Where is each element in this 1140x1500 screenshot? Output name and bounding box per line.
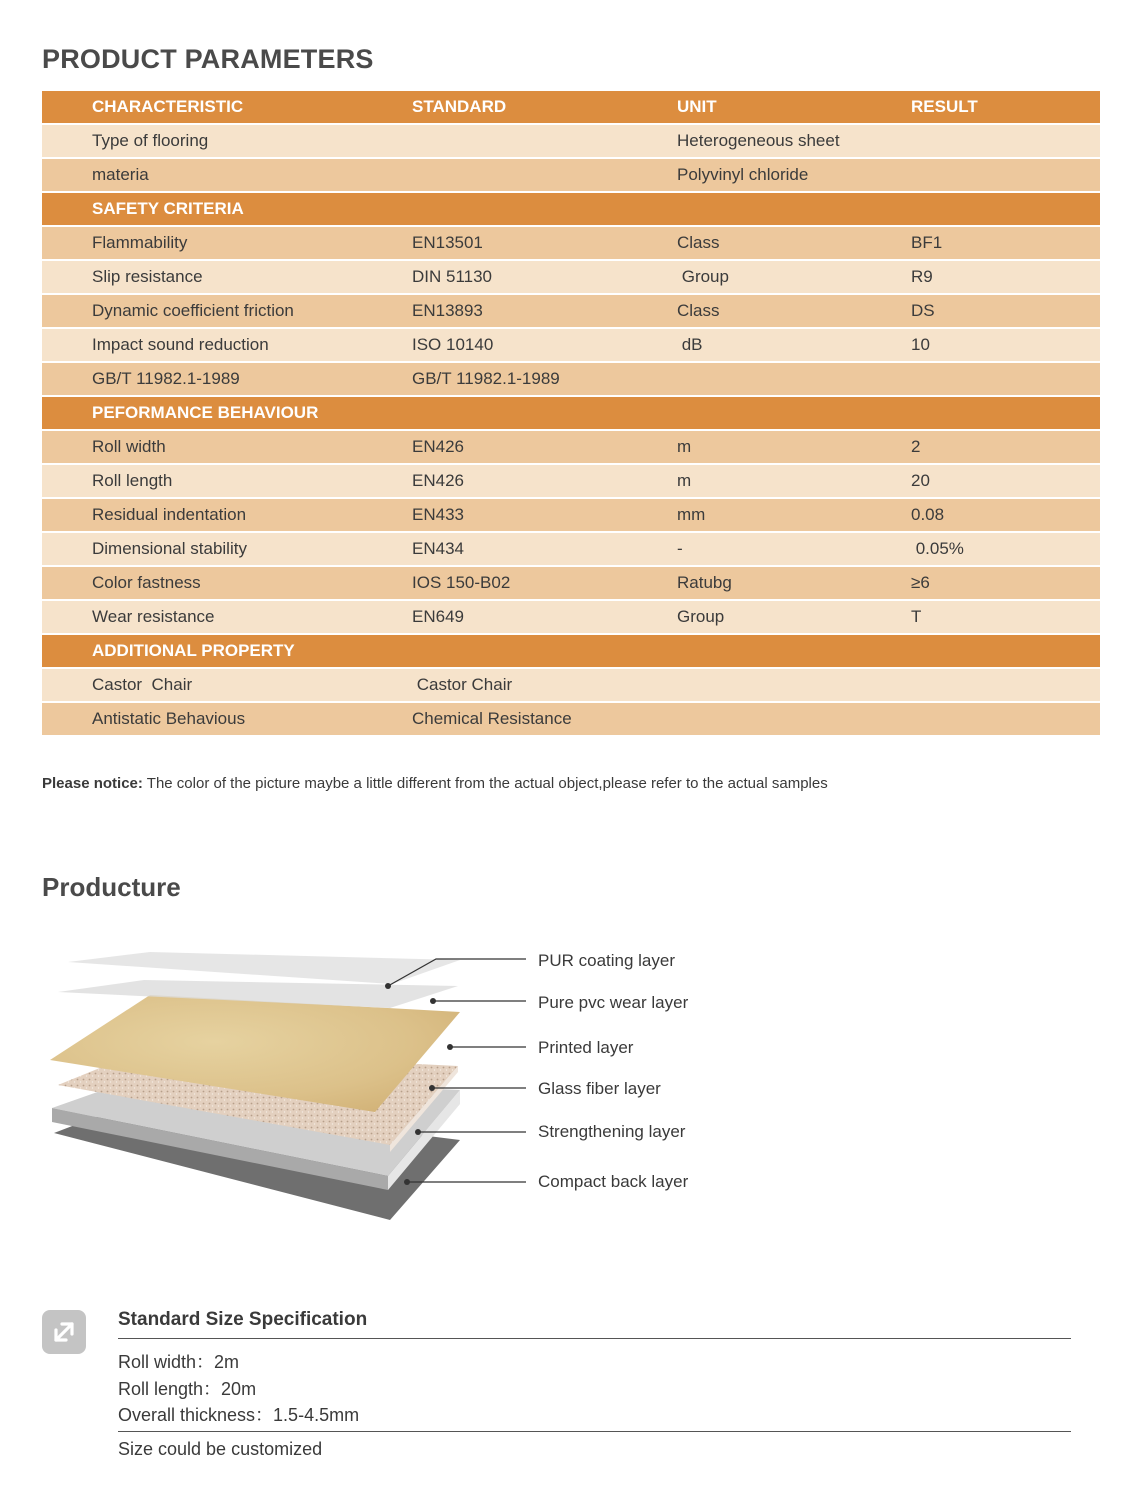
cell-result: BF1 — [911, 233, 943, 252]
table-header-row — [42, 91, 1100, 125]
cell-standard: Castor Chair — [412, 675, 513, 694]
cell-characteristic: Color fastness — [92, 573, 201, 592]
label-strengthening-layer: Strengthening layer — [538, 1122, 686, 1141]
cell-standard: DIN 51130 — [412, 267, 493, 286]
label-compact-back-layer: Compact back layer — [538, 1172, 689, 1191]
cell-standard: EN434 — [412, 539, 464, 558]
cell-standard: EN433 — [412, 505, 464, 524]
cell-characteristic: PEFORMANCE BEHAVIOUR — [92, 403, 319, 422]
table-row — [42, 533, 1100, 567]
spec-title: Standard Size Specification — [118, 1309, 368, 1330]
label-glass-fiber-layer: Glass fiber layer — [538, 1079, 661, 1098]
pointer-dot — [385, 983, 391, 989]
table-row — [42, 703, 1100, 737]
cell-characteristic: materia — [92, 165, 149, 184]
cell-characteristic: ADDITIONAL PROPERTY — [92, 641, 295, 660]
table-row — [42, 363, 1100, 397]
spec-divider-bottom — [118, 1431, 1071, 1432]
pointer-dot — [447, 1044, 453, 1050]
cell-characteristic: Slip resistance — [92, 267, 203, 286]
cell-characteristic: Castor Chair — [92, 675, 193, 694]
cell-standard: EN426 — [412, 471, 464, 490]
cell-standard: IOS 150-B02 — [412, 573, 511, 592]
producture-title: Producture — [42, 872, 181, 902]
cell-unit: m — [677, 437, 692, 456]
pointer-dot — [430, 998, 436, 1004]
cell-unit: Class — [677, 301, 720, 320]
cell-characteristic: Antistatic Behavious — [92, 709, 246, 728]
pointer-dot — [404, 1179, 410, 1185]
table-row — [42, 125, 1100, 159]
cell-result: ≥6 — [911, 573, 930, 592]
spec-divider-top — [118, 1338, 1071, 1339]
cell-result: 0.05% — [911, 539, 964, 558]
label-printed-layer: Printed layer — [538, 1038, 634, 1057]
cell-result: 2 — [911, 437, 921, 456]
table-row — [42, 261, 1100, 295]
cell-unit: Heterogeneous sheet — [677, 131, 840, 150]
expand-arrows-icon — [42, 1310, 86, 1354]
header-standard: STANDARD — [412, 97, 507, 116]
cell-result: 20 — [911, 471, 930, 490]
label-pvc-wear-layer: Pure pvc wear layer — [538, 993, 689, 1012]
section-header-row — [42, 635, 1100, 669]
cell-standard: EN649 — [412, 607, 464, 626]
section-header-row — [42, 397, 1100, 431]
section-header-row — [42, 193, 1100, 227]
table-row — [42, 499, 1100, 533]
cell-characteristic: Wear resistance — [92, 607, 215, 626]
cell-result: DS — [911, 301, 935, 320]
cell-unit: - — [677, 539, 683, 558]
cell-unit: Class — [677, 233, 720, 252]
cell-standard: EN13501 — [412, 233, 483, 252]
table-row — [42, 329, 1100, 363]
cell-characteristic: Roll width — [92, 437, 166, 456]
table-row — [42, 465, 1100, 499]
header-result: RESULT — [911, 97, 978, 116]
cell-unit: Group — [677, 267, 729, 286]
header-characteristic: CHARACTERISTIC — [92, 97, 244, 116]
cell-result: 0.08 — [911, 505, 945, 524]
pointer-dot — [415, 1129, 421, 1135]
table-row — [42, 601, 1100, 635]
notice-text — [42, 775, 828, 792]
cell-characteristic: GB/T 11982.1-1989 — [92, 369, 240, 388]
cell-characteristic: Dimensional stability — [92, 539, 247, 558]
notice-label: Please notice: — [42, 775, 143, 792]
spec-footer: Size could be customized — [118, 1439, 323, 1459]
spec-roll-length: Roll length：20m — [118, 1379, 257, 1399]
cell-result: 10 — [911, 335, 930, 354]
cell-characteristic: Dynamic coefficient friction — [92, 301, 294, 320]
table-row — [42, 295, 1100, 329]
cell-standard: Chemical Resistance — [412, 709, 572, 728]
table-row — [42, 567, 1100, 601]
cell-characteristic: Roll length — [92, 471, 173, 490]
header-unit: UNIT — [677, 97, 717, 116]
table-row — [42, 431, 1100, 465]
table-row — [42, 227, 1100, 261]
cell-standard: EN13893 — [412, 301, 483, 320]
cell-standard: ISO 10140 — [412, 335, 494, 354]
cell-unit: mm — [677, 505, 706, 524]
cell-standard: EN426 — [412, 437, 464, 456]
table-row — [42, 159, 1100, 193]
cell-characteristic: SAFETY CRITERIA — [92, 199, 244, 218]
cell-unit: dB — [677, 335, 703, 354]
cell-standard: GB/T 11982.1-1989 — [412, 369, 560, 388]
notice-body: The color of the picture maybe a little different from the actual object,please refer to the actual samples — [142, 775, 828, 792]
spec-roll-width: Roll width：2m — [118, 1352, 240, 1372]
table-row — [42, 669, 1100, 703]
cell-unit: m — [677, 471, 692, 490]
cell-characteristic: Impact sound reduction — [92, 335, 269, 354]
cell-characteristic: Type of flooring — [92, 131, 209, 150]
cell-result: R9 — [911, 267, 933, 286]
parameters-table — [42, 91, 1100, 737]
cell-result: T — [911, 607, 922, 626]
spec-overall-thickness: Overall thickness：1.5-4.5mm — [118, 1405, 360, 1425]
cell-characteristic: Residual indentation — [92, 505, 247, 524]
label-pur-coating-layer: PUR coating layer — [538, 951, 676, 970]
cell-unit: Polyvinyl chloride — [677, 165, 809, 184]
layer-diagram — [40, 940, 740, 1230]
pointer-dot — [429, 1085, 435, 1091]
cell-unit: Ratubg — [677, 573, 732, 592]
page-title: PRODUCT PARAMETERS — [42, 44, 374, 74]
cell-characteristic: Flammability — [92, 233, 188, 252]
cell-unit: Group — [677, 607, 725, 626]
